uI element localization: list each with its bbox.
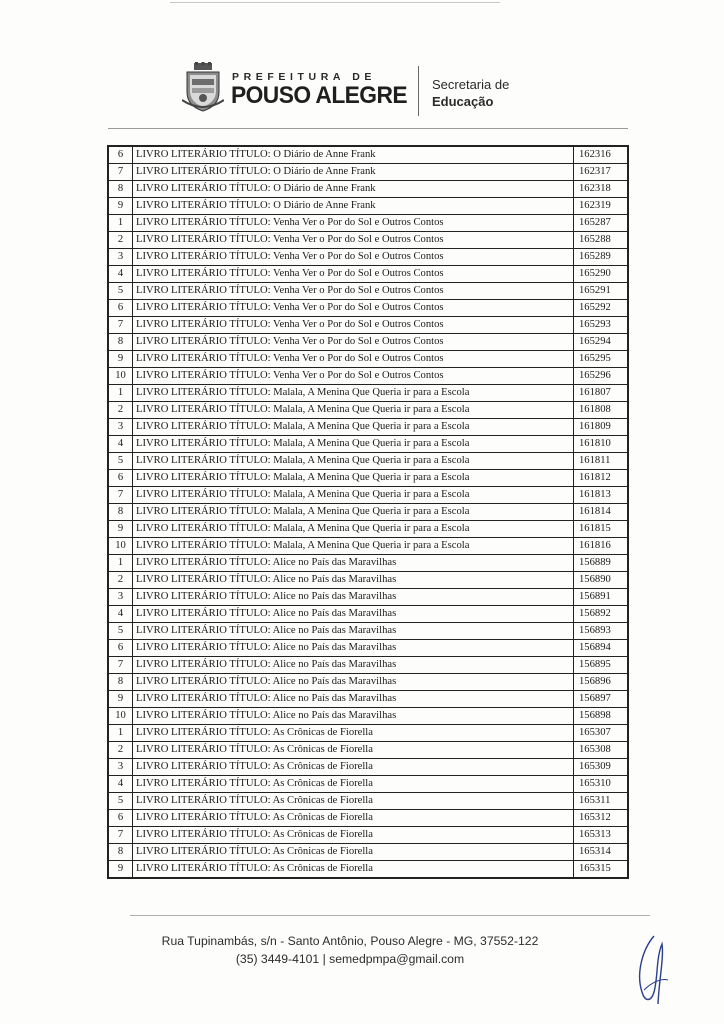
item-number: 1	[109, 385, 133, 402]
item-number: 9	[109, 351, 133, 368]
item-code: 156895	[574, 657, 628, 674]
item-description: LIVRO LITERÁRIO TÍTULO: Venha Ver o Por do Sol e Outros Contos	[133, 368, 574, 385]
item-description: LIVRO LITERÁRIO TÍTULO: Venha Ver o Por do Sol e Outros Contos	[133, 334, 574, 351]
footer-address: Rua Tupinambás, s/n - Santo Antônio, Pouso Alegre - MG, 37552-122	[161, 934, 539, 948]
item-code: 165310	[574, 776, 628, 793]
table-row	[109, 215, 628, 232]
item-number: 9	[109, 198, 133, 215]
item-number: 7	[109, 487, 133, 504]
table-row	[109, 657, 628, 674]
item-description: LIVRO LITERÁRIO TÍTULO: As Crônicas de Fiorella	[133, 861, 574, 878]
table-row	[109, 487, 628, 504]
table-row	[109, 164, 628, 181]
item-code: 165290	[574, 266, 628, 283]
item-number: 6	[109, 810, 133, 827]
item-code: 162316	[574, 147, 628, 164]
item-number: 7	[109, 164, 133, 181]
item-description: LIVRO LITERÁRIO TÍTULO: Alice no País das Maravilhas	[133, 555, 574, 572]
item-code: 156897	[574, 691, 628, 708]
header-rule	[108, 128, 628, 129]
item-description: LIVRO LITERÁRIO TÍTULO: As Crônicas de Fiorella	[133, 759, 574, 776]
table-row	[109, 521, 628, 538]
item-description: LIVRO LITERÁRIO TÍTULO: As Crônicas de Fiorella	[133, 742, 574, 759]
item-description: LIVRO LITERÁRIO TÍTULO: Venha Ver o Por do Sol e Outros Contos	[133, 300, 574, 317]
item-code: 165296	[574, 368, 628, 385]
item-number: 3	[109, 419, 133, 436]
item-number: 5	[109, 283, 133, 300]
item-code: 161810	[574, 436, 628, 453]
item-number: 5	[109, 453, 133, 470]
table-row	[109, 147, 628, 164]
item-code: 165315	[574, 861, 628, 878]
item-description: LIVRO LITERÁRIO TÍTULO: Alice no País das Maravilhas	[133, 606, 574, 623]
department-name	[432, 76, 509, 110]
table-row	[109, 266, 628, 283]
item-description: LIVRO LITERÁRIO TÍTULO: As Crônicas de Fiorella	[133, 844, 574, 861]
table-row	[109, 351, 628, 368]
item-number: 1	[109, 555, 133, 572]
item-number: 7	[109, 657, 133, 674]
item-description: LIVRO LITERÁRIO TÍTULO: Alice no País das Maravilhas	[133, 623, 574, 640]
item-code: 161809	[574, 419, 628, 436]
table-row	[109, 385, 628, 402]
item-code: 165287	[574, 215, 628, 232]
item-description: LIVRO LITERÁRIO TÍTULO: Alice no País das Maravilhas	[133, 572, 574, 589]
item-code: 165293	[574, 317, 628, 334]
table-row	[109, 725, 628, 742]
item-number: 4	[109, 776, 133, 793]
item-description: LIVRO LITERÁRIO TÍTULO: Venha Ver o Por do Sol e Outros Contos	[133, 266, 574, 283]
item-code: 161812	[574, 470, 628, 487]
item-description: LIVRO LITERÁRIO TÍTULO: Alice no País das Maravilhas	[133, 708, 574, 725]
item-number: 5	[109, 623, 133, 640]
item-code: 161813	[574, 487, 628, 504]
item-number: 2	[109, 742, 133, 759]
item-number: 8	[109, 334, 133, 351]
item-description: LIVRO LITERÁRIO TÍTULO: O Diário de Anne Frank	[133, 181, 574, 198]
item-number: 10	[109, 708, 133, 725]
item-code: 165292	[574, 300, 628, 317]
table-row	[109, 368, 628, 385]
item-code: 165311	[574, 793, 628, 810]
table-row	[109, 402, 628, 419]
table-row	[109, 623, 628, 640]
header-divider	[418, 66, 419, 116]
item-code: 161811	[574, 453, 628, 470]
table-row	[109, 419, 628, 436]
item-code: 161808	[574, 402, 628, 419]
item-code: 156898	[574, 708, 628, 725]
item-description: LIVRO LITERÁRIO TÍTULO: As Crônicas de Fiorella	[133, 793, 574, 810]
item-number: 9	[109, 521, 133, 538]
item-description: LIVRO LITERÁRIO TÍTULO: Venha Ver o Por do Sol e Outros Contos	[133, 215, 574, 232]
table-row	[109, 504, 628, 521]
table-row	[109, 810, 628, 827]
item-code: 156893	[574, 623, 628, 640]
item-code: 156891	[574, 589, 628, 606]
item-number: 4	[109, 266, 133, 283]
item-description: LIVRO LITERÁRIO TÍTULO: Malala, A Menina Que Queria ir para a Escola	[133, 419, 574, 436]
city-crest-icon	[182, 62, 224, 112]
item-number: 6	[109, 300, 133, 317]
item-code: 161816	[574, 538, 628, 555]
table-row	[109, 776, 628, 793]
item-number: 8	[109, 504, 133, 521]
item-code: 156892	[574, 606, 628, 623]
item-code: 161807	[574, 385, 628, 402]
item-number: 6	[109, 147, 133, 164]
item-code: 162317	[574, 164, 628, 181]
item-code: 165289	[574, 249, 628, 266]
item-code: 156896	[574, 674, 628, 691]
table-row	[109, 827, 628, 844]
item-number: 3	[109, 249, 133, 266]
table-row	[109, 691, 628, 708]
item-code: 161814	[574, 504, 628, 521]
item-code: 161815	[574, 521, 628, 538]
item-code: 162318	[574, 181, 628, 198]
handwritten-signature	[632, 930, 672, 1010]
item-number: 9	[109, 691, 133, 708]
item-description: LIVRO LITERÁRIO TÍTULO: As Crônicas de Fiorella	[133, 810, 574, 827]
department-line-1: Secretaria de	[432, 77, 510, 92]
scan-edge-line	[170, 2, 500, 3]
item-description: LIVRO LITERÁRIO TÍTULO: Malala, A Menina Que Queria ir para a Escola	[133, 521, 574, 538]
item-description: LIVRO LITERÁRIO TÍTULO: Venha Ver o Por do Sol e Outros Contos	[133, 351, 574, 368]
item-number: 1	[109, 215, 133, 232]
item-code: 156894	[574, 640, 628, 657]
item-description: LIVRO LITERÁRIO TÍTULO: As Crônicas de Fiorella	[133, 827, 574, 844]
table-row	[109, 861, 628, 878]
table-row	[109, 742, 628, 759]
letterhead	[182, 62, 542, 118]
brand-prefix: PREFEITURA DE	[232, 71, 376, 83]
item-number: 2	[109, 232, 133, 249]
table-row	[109, 538, 628, 555]
item-description: LIVRO LITERÁRIO TÍTULO: Alice no País das Maravilhas	[133, 589, 574, 606]
table-row	[109, 232, 628, 249]
table-row	[109, 283, 628, 300]
item-number: 9	[109, 861, 133, 878]
item-description: LIVRO LITERÁRIO TÍTULO: Malala, A Menina Que Queria ir para a Escola	[133, 504, 574, 521]
book-inventory-table	[107, 145, 629, 879]
table-row	[109, 793, 628, 810]
item-description: LIVRO LITERÁRIO TÍTULO: Venha Ver o Por do Sol e Outros Contos	[133, 249, 574, 266]
table-row	[109, 674, 628, 691]
table-row	[109, 589, 628, 606]
item-description: LIVRO LITERÁRIO TÍTULO: Malala, A Menina Que Queria ir para a Escola	[133, 538, 574, 555]
item-number: 4	[109, 606, 133, 623]
item-description: LIVRO LITERÁRIO TÍTULO: Malala, A Menina Que Queria ir para a Escola	[133, 487, 574, 504]
item-description: LIVRO LITERÁRIO TÍTULO: Malala, A Menina Que Queria ir para a Escola	[133, 436, 574, 453]
item-number: 8	[109, 674, 133, 691]
table-row	[109, 555, 628, 572]
item-description: LIVRO LITERÁRIO TÍTULO: O Diário de Anne Frank	[133, 147, 574, 164]
item-code: 165288	[574, 232, 628, 249]
item-number: 1	[109, 725, 133, 742]
table-row	[109, 470, 628, 487]
item-code: 165312	[574, 810, 628, 827]
table-row	[109, 640, 628, 657]
table-row	[109, 181, 628, 198]
table-row	[109, 317, 628, 334]
item-code: 165291	[574, 283, 628, 300]
item-description: LIVRO LITERÁRIO TÍTULO: Venha Ver o Por do Sol e Outros Contos	[133, 232, 574, 249]
table-row	[109, 334, 628, 351]
item-description: LIVRO LITERÁRIO TÍTULO: Malala, A Menina Que Queria ir para a Escola	[133, 453, 574, 470]
item-description: LIVRO LITERÁRIO TÍTULO: Alice no País das Maravilhas	[133, 657, 574, 674]
item-description: LIVRO LITERÁRIO TÍTULO: O Diário de Anne Frank	[133, 198, 574, 215]
item-number: 7	[109, 317, 133, 334]
item-code: 165307	[574, 725, 628, 742]
table-row	[109, 844, 628, 861]
item-number: 5	[109, 793, 133, 810]
footer-rule	[130, 915, 650, 916]
item-description: LIVRO LITERÁRIO TÍTULO: Alice no País das Maravilhas	[133, 640, 574, 657]
table-row	[109, 606, 628, 623]
item-code: 165309	[574, 759, 628, 776]
item-description: LIVRO LITERÁRIO TÍTULO: O Diário de Anne Frank	[133, 164, 574, 181]
item-number: 8	[109, 181, 133, 198]
table-row	[109, 759, 628, 776]
item-code: 165295	[574, 351, 628, 368]
footer	[0, 932, 700, 968]
item-number: 3	[109, 589, 133, 606]
department-line-2: Educação	[432, 94, 494, 109]
item-number: 6	[109, 640, 133, 657]
item-description: LIVRO LITERÁRIO TÍTULO: Alice no País das Maravilhas	[133, 691, 574, 708]
item-code: 165294	[574, 334, 628, 351]
item-description: LIVRO LITERÁRIO TÍTULO: Alice no País das Maravilhas	[133, 674, 574, 691]
item-number: 2	[109, 402, 133, 419]
table-body	[109, 147, 628, 878]
item-number: 7	[109, 827, 133, 844]
table-row	[109, 249, 628, 266]
item-code: 165314	[574, 844, 628, 861]
table-row	[109, 453, 628, 470]
table-row	[109, 436, 628, 453]
item-number: 3	[109, 759, 133, 776]
item-description: LIVRO LITERÁRIO TÍTULO: As Crônicas de Fiorella	[133, 725, 574, 742]
item-code: 165313	[574, 827, 628, 844]
item-number: 4	[109, 436, 133, 453]
item-number: 8	[109, 844, 133, 861]
footer-contact: (35) 3449-4101 | semedpmpa@gmail.com	[235, 952, 465, 966]
item-code: 165308	[574, 742, 628, 759]
item-description: LIVRO LITERÁRIO TÍTULO: Venha Ver o Por do Sol e Outros Contos	[133, 283, 574, 300]
item-code: 162319	[574, 198, 628, 215]
table-row	[109, 708, 628, 725]
table-row	[109, 572, 628, 589]
item-description: LIVRO LITERÁRIO TÍTULO: As Crônicas de Fiorella	[133, 776, 574, 793]
brand-city-name: POUSO ALEGRE	[231, 82, 408, 109]
item-number: 10	[109, 538, 133, 555]
item-number: 2	[109, 572, 133, 589]
item-description: LIVRO LITERÁRIO TÍTULO: Malala, A Menina Que Queria ir para a Escola	[133, 470, 574, 487]
item-number: 10	[109, 368, 133, 385]
table-row	[109, 198, 628, 215]
item-description: LIVRO LITERÁRIO TÍTULO: Venha Ver o Por do Sol e Outros Contos	[133, 317, 574, 334]
item-description: LIVRO LITERÁRIO TÍTULO: Malala, A Menina Que Queria ir para a Escola	[133, 385, 574, 402]
item-number: 6	[109, 470, 133, 487]
item-code: 156890	[574, 572, 628, 589]
item-description: LIVRO LITERÁRIO TÍTULO: Malala, A Menina Que Queria ir para a Escola	[133, 402, 574, 419]
item-code: 156889	[574, 555, 628, 572]
table-row	[109, 300, 628, 317]
